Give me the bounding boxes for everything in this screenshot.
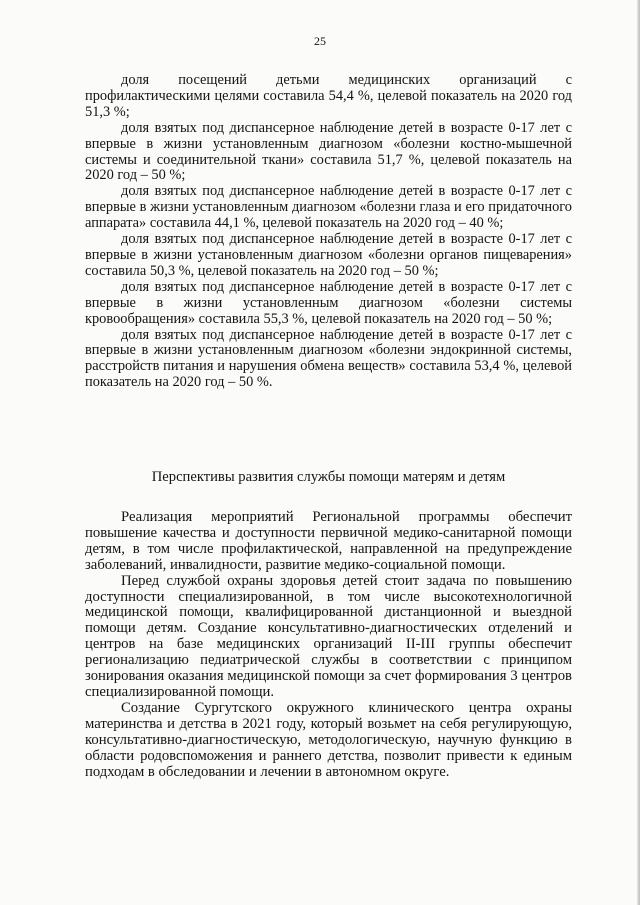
indicators-list <box>85 73 572 391</box>
indicator-item-6: доля взятых под диспансерное наблюдение детей в возрасте 0-17 лет с впервые в жизни установленным диагнозом «болезни эндокринной системы, расстройств питания и нарушения обмена веществ» составила 53,4 %, целевой показатель на 2020 год – 50 %. <box>85 326 572 391</box>
indicator-item-3: доля взятых под диспансерное наблюдение детей в возрасте 0-17 лет с впервые в жизни установленным диагнозом «болезни глаза и его придаточного аппарата» составила 44,1 %, целевой показатель на 2020 год – 40 %; <box>85 183 572 232</box>
section-paragraph-2: Перед службой охраны здоровья детей стоит задача по повышению доступности специализированной, в том числе высокотехнологичной медицинской помощи, квалифицированной дистанционной и выездной помощи детям. Создание консультативно-диагностических отделений и центров на базе медицинских организаций II-III группы обеспечит регионализацию педиатрической службы в соответствии с принципом зонирования оказания медицинской помощи за счет формирования 3 центров специализированной помощи. <box>85 572 572 700</box>
section-body <box>85 510 572 780</box>
section-paragraph-1: Реализация мероприятий Региональной программы обеспечит повышение качества и доступности первичной медико-санитарной помощи детям, в том числе профилактической, направленной на предупреждение заболеваний, инвалидности, развитие медико-социальной помощи. <box>85 509 572 573</box>
section-paragraph-3: Создание Сургутского окружного клинического центра охраны материнства и детства в 2021 году, который возьмет на себя регулирующую, консультативно-диагностическую, методологическую, научную функцию в области родовспоможения и раннего детства, позволит привести к единым подходам в обследовании и лечении в автономном округе. <box>85 699 572 780</box>
indicator-item-5: доля взятых под диспансерное наблюдение детей в возрасте 0-17 лет с впервые в жизни установленным диагнозом «болезни системы кровообращения» составила 55,3 %, целевой показатель на 2020 год – 50 %; <box>85 278 572 327</box>
indicator-item-4: доля взятых под диспансерное наблюдение детей в возрасте 0-17 лет с впервые в жизни установленным диагнозом «болезни органов пищеварения» составила 50,3 %, целевой показатель на 2020 год – 50 %; <box>85 231 572 279</box>
indicator-item-1: доля посещений детьми медицинских организаций с профилактическими целями составила 54,4 %, целевой показатель на 2020 год 51,3 %; <box>85 72 572 120</box>
section-heading: Перспективы развития службы помощи матерям и детям <box>151 469 506 485</box>
page-number: 25 <box>314 34 326 48</box>
indicator-item-2: доля взятых под диспансерное наблюдение детей в возрасте 0-17 лет с впервые в жизни установленным диагнозом «болезни костно-мышечной системы и соединительной ткани» составила 51,7 %, целевой показатель на 2020 год – 50 %; <box>85 119 572 184</box>
